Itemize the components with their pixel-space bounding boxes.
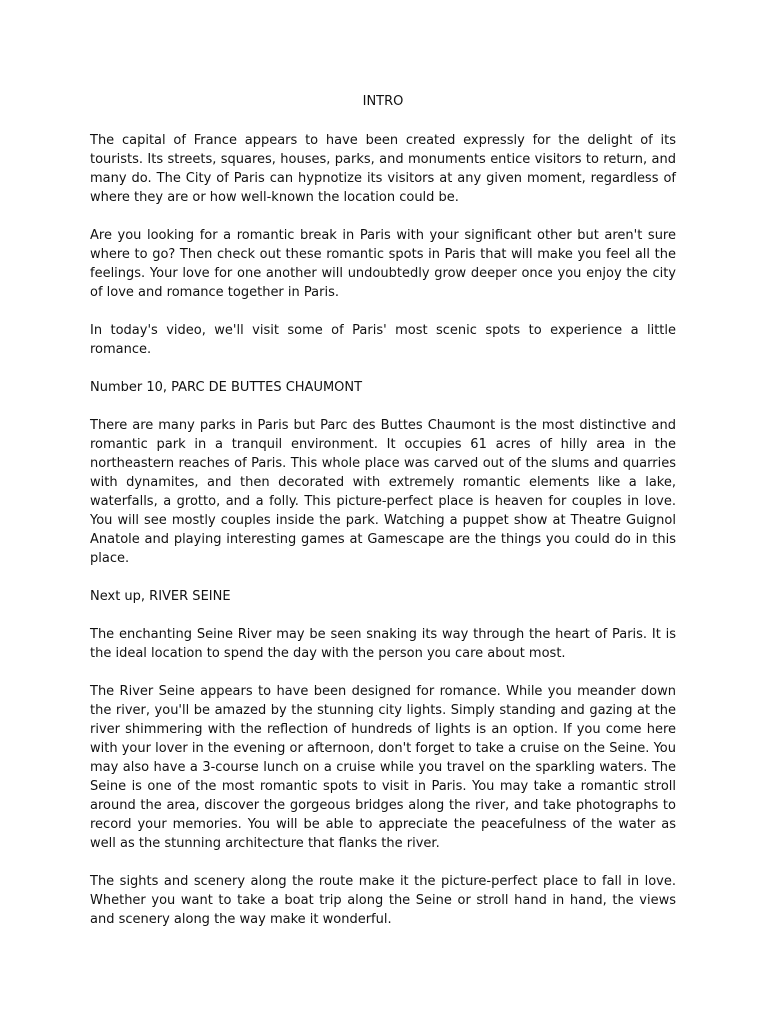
river-seine-paragraph-1: The enchanting Seine River may be seen snaking its way through the heart of Paris. It is the ideal location to spend the day with the person you care about most. [90, 627, 676, 661]
river-seine-paragraph-3: The sights and scenery along the route make it the picture-perfect place to fall in love. Whether you want to take a boat trip along the Seine or stroll hand in hand, the views and scenery along the way make it wonderful. [90, 874, 676, 927]
intro-paragraph-2: Are you looking for a romantic break in Paris with your significant other but aren't sure where to go? Then check out these romantic spots in Paris that will make you feel all the feelings. Your love for one another will undoubtedly grow deeper once you enjoy the city of love and romance together in Paris. [90, 228, 676, 300]
intro-paragraph-3: In today's video, we'll visit some of Paris' most scenic spots to experience a little romance. [90, 323, 676, 357]
buttes-chaumont-paragraph: There are many parks in Paris but Parc des Buttes Chaumont is the most distinctive and romantic park in a tranquil environment. It occupies 61 acres of hilly area in the northeastern reaches of Paris. This whole place was carved out of the slums and quarries with dynamites, and then decorated with extremely romantic elements like a lake, waterfalls, a grotto, and a folly. This picture-perfect place is heaven for couples in love. You will see mostly couples inside the park. Watching a puppet show at Theatre Guignol Anatole and playing interesting games at Gamescape are the things you could do in this place. [90, 418, 676, 566]
page-title: INTRO [362, 94, 404, 109]
river-seine-paragraph-2: The River Seine appears to have been designed for romance. While you meander down the river, you'll be amazed by the stunning city lights. Simply standing and gazing at the river shimmering with the reflection of hundreds of lights is an option. If you come here with your lover in the evening or afternoon, don't forget to take a cruise on the Seine. You may also have a 3-course lunch on a cruise while you travel on the sparkling waters. The Seine is one of the most romantic spots to visit in Paris. You may take a romantic stroll around the area, discover the gorgeous bridges along the river, and take photographs to record your memories. You will be able to appreciate the peacefulness of the water as well as the stunning architecture that flanks the river. [90, 684, 676, 851]
document-page [90, 92, 676, 929]
section-heading-river-seine: Next up, RIVER SEINE [90, 589, 231, 604]
section-heading-parc-de-buttes-chaumont: Number 10, PARC DE BUTTES CHAUMONT [90, 380, 363, 395]
intro-paragraph-1: The capital of France appears to have been created expressly for the delight of its tourists. Its streets, squares, houses, parks, and monuments entice visitors to return, and many do. The City of Paris can hypnotize its visitors at any given moment, regardless of where they are or how well-known the location could be. [90, 133, 676, 205]
